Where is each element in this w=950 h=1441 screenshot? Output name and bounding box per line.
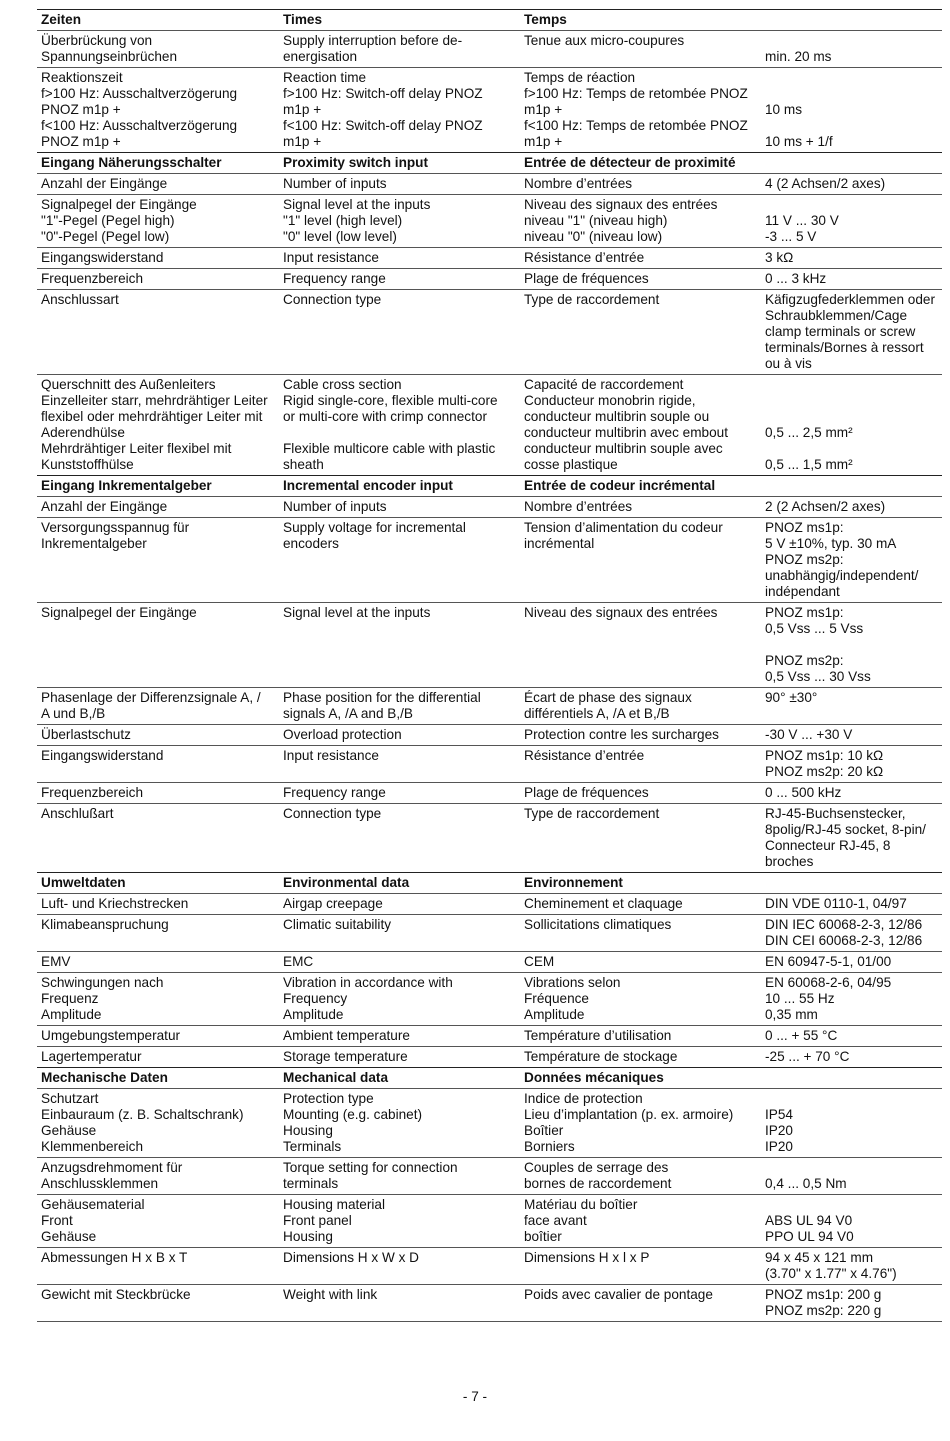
german-cell: Schwingungen nach Frequenz Amplitude (41, 975, 164, 1022)
table-row (37, 724, 942, 745)
section-header-row (37, 1067, 942, 1088)
french-cell: Résistance d’entrée (524, 250, 645, 265)
french-cell: Niveau des signaux des entrées niveau "1" (niveau high) niveau "0" (niveau low) (524, 197, 718, 244)
english-cell: Environmental data (283, 875, 410, 890)
french-cell: Cheminement et claquage (524, 896, 683, 911)
english-cell: Ambient temperature (283, 1028, 410, 1043)
value-cell: 10 ms 10 ms + 1/f (765, 102, 833, 149)
german-cell: Querschnitt des Außenleiters Einzelleiter starr, mehrdrähtiger Leiter flexibel oder mehrdrähtiger Leiter mit Aderendhülse Mehrdrähtiger Leiter flexibel mit Kunststoffhülse (41, 377, 268, 472)
french-cell: Écart de phase des signaux différentiels A, /A et B,/B (524, 690, 692, 721)
table-row (37, 602, 942, 687)
french-cell: Nombre d’entrées (524, 499, 633, 514)
french-cell: Type de raccordement (524, 292, 660, 307)
german-cell: Gewicht mit Steckbrücke (41, 1287, 191, 1302)
french-cell: Entrée de codeur incrémental (524, 478, 716, 493)
french-cell: Entrée de détecteur de proximité (524, 155, 736, 170)
english-cell: Vibration in accordance with Frequency Amplitude (283, 975, 453, 1022)
german-cell: Überlastschutz (41, 727, 131, 742)
table-row (37, 268, 942, 289)
table-row (37, 517, 942, 602)
german-cell: EMV (41, 954, 71, 969)
french-cell: Poids avec cavalier de pontage (524, 1287, 713, 1302)
value-cell: 0 ... 500 kHz (765, 785, 842, 800)
section-header-row (37, 9, 942, 30)
german-cell: Abmessungen H x B x T (41, 1250, 188, 1265)
french-cell: Données mécaniques (524, 1070, 664, 1085)
german-cell: Umgebungstemperatur (41, 1028, 181, 1043)
english-cell: Frequency range (283, 785, 386, 800)
english-cell: Weight with link (283, 1287, 378, 1302)
english-cell: Supply voltage for incremental encoders (283, 520, 466, 551)
english-cell: Number of inputs (283, 176, 387, 191)
english-cell: EMC (283, 954, 314, 969)
value-cell: -25 ... + 70 °C (765, 1049, 850, 1064)
value-cell (761, 1068, 942, 1088)
section-header-row (37, 152, 942, 173)
german-cell: Phasenlage der Differenzsignale A, / A und B,/B (41, 690, 261, 721)
french-cell: Temps de réaction f>100 Hz: Temps de retombée PNOZ m1p + f<100 Hz: Temps de retombée PNOZ m1p + (524, 70, 748, 149)
french-cell: Environnement (524, 875, 623, 890)
table-row (37, 173, 942, 194)
english-cell: Phase position for the differential signals A, /A and B,/B (283, 690, 481, 721)
value-cell: EN 60947-5-1, 01/00 (765, 954, 892, 969)
table-row (37, 1247, 942, 1284)
french-cell: Dimensions H x l x P (524, 1250, 650, 1265)
french-cell: Plage de fréquences (524, 785, 649, 800)
german-cell: Eingangswiderstand (41, 250, 164, 265)
table-row (37, 914, 942, 951)
value-cell: 90° ±30° (765, 690, 818, 705)
english-cell: Dimensions H x W x D (283, 1250, 419, 1265)
table-row (37, 496, 942, 517)
value-cell: PNOZ ms1p: 5 V ±10%, typ. 30 mA PNOZ ms2p: unabhängig/independent/ indépendant (765, 520, 919, 599)
french-cell: Nombre d’entrées (524, 176, 633, 191)
table-row (37, 194, 942, 247)
value-cell: 94 x 45 x 121 mm (3.70" x 1.77" x 4.76") (765, 1250, 897, 1281)
table-row (37, 67, 942, 152)
english-cell: Mechanical data (283, 1070, 389, 1085)
french-cell: Tenue aux micro-coupures (524, 33, 685, 48)
value-cell: RJ-45-Buchsenstecker, 8polig/RJ-45 socket, 8-pin/ Connecteur RJ-45, 8 broches (765, 806, 926, 869)
french-cell: Sollicitations climatiques (524, 917, 672, 932)
german-cell: Überbrückung von Spannungseinbrüchen (41, 33, 178, 64)
german-cell: Eingangswiderstand (41, 748, 164, 763)
german-cell: Anzugsdrehmoment für Anschlussklemmen (41, 1160, 183, 1191)
english-cell: Signal level at the inputs (283, 605, 431, 620)
french-cell: Niveau des signaux des entrées (524, 605, 718, 620)
german-cell: Luft- und Kriechstrecken (41, 896, 189, 911)
german-cell: Klimabeanspruchung (41, 917, 169, 932)
value-cell: 0,5 ... 2,5 mm² 0,5 ... 1,5 mm² (765, 425, 853, 472)
french-cell: Température de stockage (524, 1049, 678, 1064)
german-cell: Eingang Inkrementalgeber (41, 478, 212, 493)
french-cell: Couples de serrage des bornes de raccordement (524, 1160, 672, 1191)
page-number: - 7 - (462, 1389, 488, 1404)
english-cell: Times (283, 12, 323, 27)
german-cell: Eingang Näherungsschalter (41, 155, 222, 170)
german-cell: Anschlussart (41, 292, 119, 307)
value-cell: PNOZ ms1p: 0,5 Vss ... 5 Vss PNOZ ms2p: 0,5 Vss ... 30 Vss (765, 605, 871, 684)
english-cell: Protection type Mounting (e.g. cabinet) Housing Terminals (283, 1091, 423, 1154)
english-cell: Signal level at the inputs "1" level (high level) "0" level (low level) (283, 197, 431, 244)
english-cell: Frequency range (283, 271, 386, 286)
value-cell: 0 ... + 55 °C (765, 1028, 838, 1043)
german-cell: Versorgungsspannug für Inkrementalgeber (41, 520, 190, 551)
table-row (37, 951, 942, 972)
table-row (37, 374, 942, 475)
german-cell: Mechanische Daten (41, 1070, 168, 1085)
german-cell: Umweltdaten (41, 875, 126, 890)
spec-table (37, 9, 942, 1322)
table-row (37, 972, 942, 1025)
english-cell: Number of inputs (283, 499, 387, 514)
english-cell: Connection type (283, 292, 382, 307)
english-cell: Housing material Front panel Housing (283, 1197, 385, 1244)
value-cell: 3 kΩ (765, 250, 794, 265)
english-cell: Incremental encoder input (283, 478, 453, 493)
english-cell: Climatic suitability (283, 917, 392, 932)
english-cell: Proximity switch input (283, 155, 429, 170)
french-cell: Temps (524, 12, 567, 27)
french-cell: Plage de fréquences (524, 271, 649, 286)
german-cell: Frequenzbereich (41, 271, 144, 286)
table-row (37, 30, 942, 67)
table-row (37, 1284, 942, 1322)
value-cell: Käfigzugfederklemmen oder Schraubklemmen/Cage clamp terminals or screw terminals/Bornes à ressort ou à vis (765, 292, 936, 371)
value-cell (761, 153, 942, 173)
english-cell: Overload protection (283, 727, 402, 742)
table-row (37, 1025, 942, 1046)
german-cell: Zeiten (41, 12, 82, 27)
french-cell: CEM (524, 954, 555, 969)
value-cell (761, 873, 942, 893)
table-row (37, 1046, 942, 1067)
german-cell: Signalpegel der Eingänge (41, 605, 197, 620)
value-cell: 0,4 ... 0,5 Nm (765, 1176, 847, 1191)
section-header-row (37, 475, 942, 496)
german-cell: Anschlußart (41, 806, 114, 821)
english-cell: Supply interruption before de- energisation (283, 33, 463, 64)
german-cell: Signalpegel der Eingänge "1"-Pegel (Pegel high) "0"-Pegel (Pegel low) (41, 197, 197, 244)
english-cell: Input resistance (283, 748, 379, 763)
french-cell: Température d’utilisation (524, 1028, 672, 1043)
value-cell: DIN IEC 60068-2-3, 12/86 DIN CEI 60068-2-3, 12/86 (765, 917, 923, 948)
table-row (37, 893, 942, 914)
german-cell: Anzahl der Eingänge (41, 176, 168, 191)
value-cell: PNOZ ms1p: 200 g PNOZ ms2p: 220 g (765, 1287, 882, 1318)
french-cell: Vibrations selon Fréquence Amplitude (524, 975, 621, 1022)
french-cell: Matériau du boîtier face avant boîtier (524, 1197, 638, 1244)
value-cell: PNOZ ms1p: 10 kΩ PNOZ ms2p: 20 kΩ (765, 748, 884, 779)
value-cell: IP54 IP20 IP20 (765, 1107, 793, 1154)
table-row (37, 289, 942, 374)
french-cell: Résistance d’entrée (524, 748, 645, 763)
french-cell: Capacité de raccordement Conducteur monobrin rigide, conducteur multibrin souple ou conducteur multibrin avec embout conducteur multibrin souple avec cosse plastique (524, 377, 729, 472)
french-cell: Tension d’alimentation du codeur incrémental (524, 520, 723, 551)
value-cell: 2 (2 Achsen/2 axes) (765, 499, 886, 514)
english-cell: Airgap creepage (283, 896, 383, 911)
table-row (37, 782, 942, 803)
english-cell: Storage temperature (283, 1049, 408, 1064)
value-cell: -30 V ... +30 V (765, 727, 853, 742)
french-cell: Type de raccordement (524, 806, 660, 821)
german-cell: Lagertemperatur (41, 1049, 142, 1064)
french-cell: Indice de protection Lieu d’implantation (p. ex. armoire) Boîtier Borniers (524, 1091, 734, 1154)
german-cell: Anzahl der Eingänge (41, 499, 168, 514)
table-row (37, 687, 942, 724)
german-cell: Reaktionszeit f>100 Hz: Ausschaltverzögerung PNOZ m1p + f<100 Hz: Ausschaltverzögerung PNOZ m1p + (41, 70, 238, 149)
table-row (37, 803, 942, 872)
table-row (37, 1157, 942, 1194)
german-cell: Frequenzbereich (41, 785, 144, 800)
english-cell: Reaction time f>100 Hz: Switch-off delay PNOZ m1p + f<100 Hz: Switch-off delay PNOZ m1p + (283, 70, 483, 149)
value-cell: EN 60068-2-6, 04/95 10 ... 55 Hz 0,35 mm (765, 975, 892, 1022)
value-cell: DIN VDE 0110-1, 04/97 (765, 896, 907, 911)
value-cell: 4 (2 Achsen/2 axes) (765, 176, 886, 191)
value-cell (761, 476, 942, 496)
table-row (37, 1194, 942, 1247)
english-cell: Input resistance (283, 250, 379, 265)
german-cell: Schutzart Einbauraum (z. B. Schaltschrank) Gehäuse Klemmenbereich (41, 1091, 244, 1154)
section-header-row (37, 872, 942, 893)
value-cell: min. 20 ms (765, 49, 832, 64)
value-cell: 0 ... 3 kHz (765, 271, 827, 286)
english-cell: Cable cross section Rigid single-core, flexible multi-core or multi-core with crimp connector Flexible multicore cable with plastic sheath (283, 377, 498, 472)
table-row (37, 247, 942, 268)
table-row (37, 1088, 942, 1157)
english-cell: Connection type (283, 806, 382, 821)
value-cell: ABS UL 94 V0 PPO UL 94 V0 (765, 1213, 854, 1244)
value-cell (761, 10, 942, 30)
german-cell: Gehäusematerial Front Gehäuse (41, 1197, 145, 1244)
table-row (37, 745, 942, 782)
value-cell: 11 V ... 30 V -3 ... 5 V (765, 213, 839, 244)
english-cell: Torque setting for connection terminals (283, 1160, 458, 1191)
french-cell: Protection contre les surcharges (524, 727, 719, 742)
